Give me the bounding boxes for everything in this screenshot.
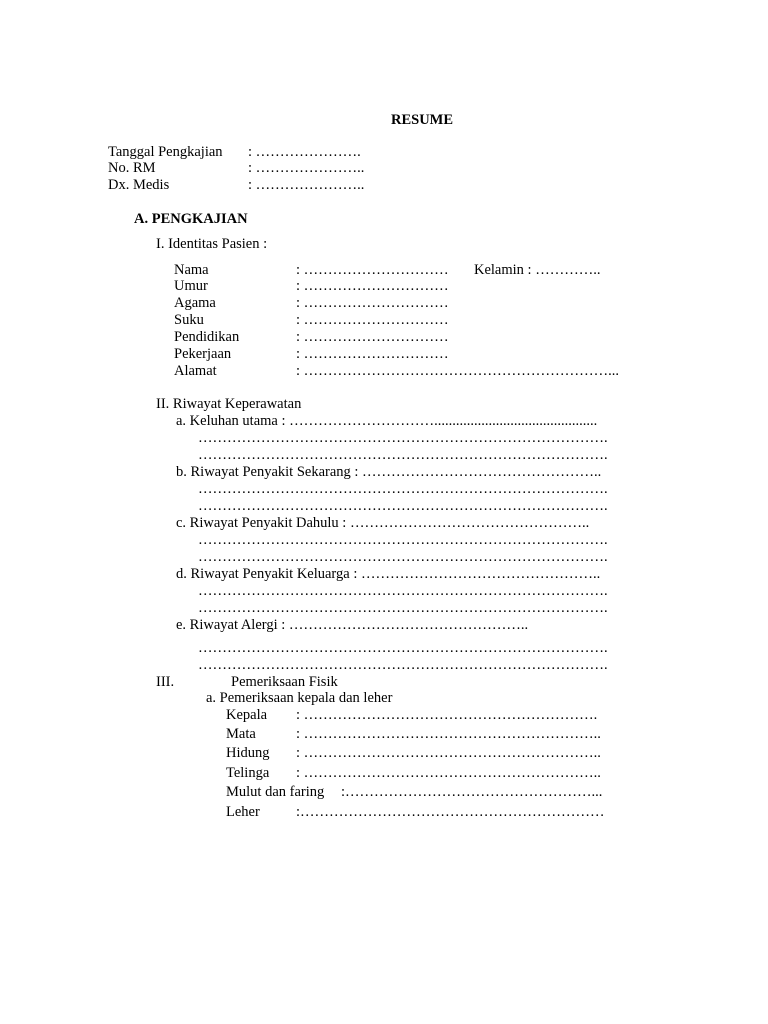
umur-value: : ………………………… (296, 278, 449, 294)
pendidikan-label: Pendidikan (174, 329, 240, 345)
riwayat-sekarang-fill-2: …………………………………………………………………………. (198, 498, 608, 514)
telinga-label: Telinga (226, 765, 270, 781)
riwayat-alergi-fill-2: …………………………………………………………………………. (198, 657, 608, 673)
nama-value: : ………………………… (296, 262, 449, 278)
riwayat-sekarang-fill-1: …………………………………………………………………………. (198, 481, 608, 497)
riwayat-heading: II. Riwayat Keperawatan (156, 396, 302, 412)
pemeriksaan-numeral: III. (156, 674, 175, 690)
mulut-faring-value: :……………………………………………... (341, 784, 603, 800)
keluhan-utama-fill-2: …………………………………………………………………………. (198, 447, 608, 463)
mulut-faring-label: Mulut dan faring (226, 784, 325, 800)
riwayat-keluarga-fill-1: …………………………………………………………………………. (198, 583, 608, 599)
pendidikan-value: : ………………………… (296, 329, 449, 345)
riwayat-alergi-line: e. Riwayat Alergi : ………………………………………….. (176, 617, 529, 633)
no-rm-label: No. RM (108, 160, 156, 176)
pekerjaan-value: : ………………………… (296, 346, 449, 362)
alamat-value: : ………………………………………………………... (296, 363, 620, 379)
leher-value: :……………………………………………………… (296, 804, 605, 820)
riwayat-sekarang-line: b. Riwayat Penyakit Sekarang : ………………………………………….. (176, 464, 602, 480)
kelamin-field: Kelamin : ………….. (474, 262, 601, 278)
suku-label: Suku (174, 312, 204, 328)
riwayat-keluarga-line: d. Riwayat Penyakit Keluarga : ………………………………………….. (176, 566, 601, 582)
alamat-label: Alamat (174, 363, 217, 379)
dx-medis-label: Dx. Medis (108, 177, 170, 193)
riwayat-dahulu-fill-1: …………………………………………………………………………. (198, 532, 608, 548)
mata-label: Mata (226, 726, 256, 742)
no-rm-value: : ………………….. (248, 160, 365, 176)
leher-label: Leher (226, 804, 260, 820)
agama-label: Agama (174, 295, 216, 311)
mata-value: : …………………………………………………….. (296, 726, 601, 742)
telinga-value: : …………………………………………………….. (296, 765, 601, 781)
tanggal-pengkajian-value: : …………………. (248, 144, 361, 160)
keluhan-utama-fill-1: …………………………………………………………………………. (198, 430, 608, 446)
kepala-label: Kepala (226, 707, 268, 723)
riwayat-keluarga-fill-2: …………………………………………………………………………. (198, 600, 608, 616)
riwayat-dahulu-fill-2: …………………………………………………………………………. (198, 549, 608, 565)
pemeriksaan-heading: Pemeriksaan Fisik (231, 674, 338, 690)
tanggal-pengkajian-label: Tanggal Pengkajian (108, 144, 223, 160)
dx-medis-value: : ………………….. (248, 177, 365, 193)
identitas-heading: I. Identitas Pasien : (156, 236, 268, 252)
umur-label: Umur (174, 278, 208, 294)
agama-value: : ………………………… (296, 295, 449, 311)
document-title: RESUME (391, 112, 454, 128)
nama-label: Nama (174, 262, 209, 278)
keluhan-utama-line: a. Keluhan utama : …………………………............................................. (176, 413, 598, 429)
riwayat-alergi-fill-1: …………………………………………………………………………. (198, 640, 608, 656)
hidung-label: Hidung (226, 745, 270, 761)
riwayat-dahulu-line: c. Riwayat Penyakit Dahulu : ………………………………………….. (176, 515, 590, 531)
kepala-value: : ……………………………………………………. (296, 707, 598, 723)
hidung-value: : …………………………………………………….. (296, 745, 601, 761)
suku-value: : ………………………… (296, 312, 449, 328)
pemeriksaan-kepala-leher-heading: a. Pemeriksaan kepala dan leher (206, 690, 393, 706)
section-a-heading: A. PENGKAJIAN (134, 211, 248, 227)
pekerjaan-label: Pekerjaan (174, 346, 232, 362)
